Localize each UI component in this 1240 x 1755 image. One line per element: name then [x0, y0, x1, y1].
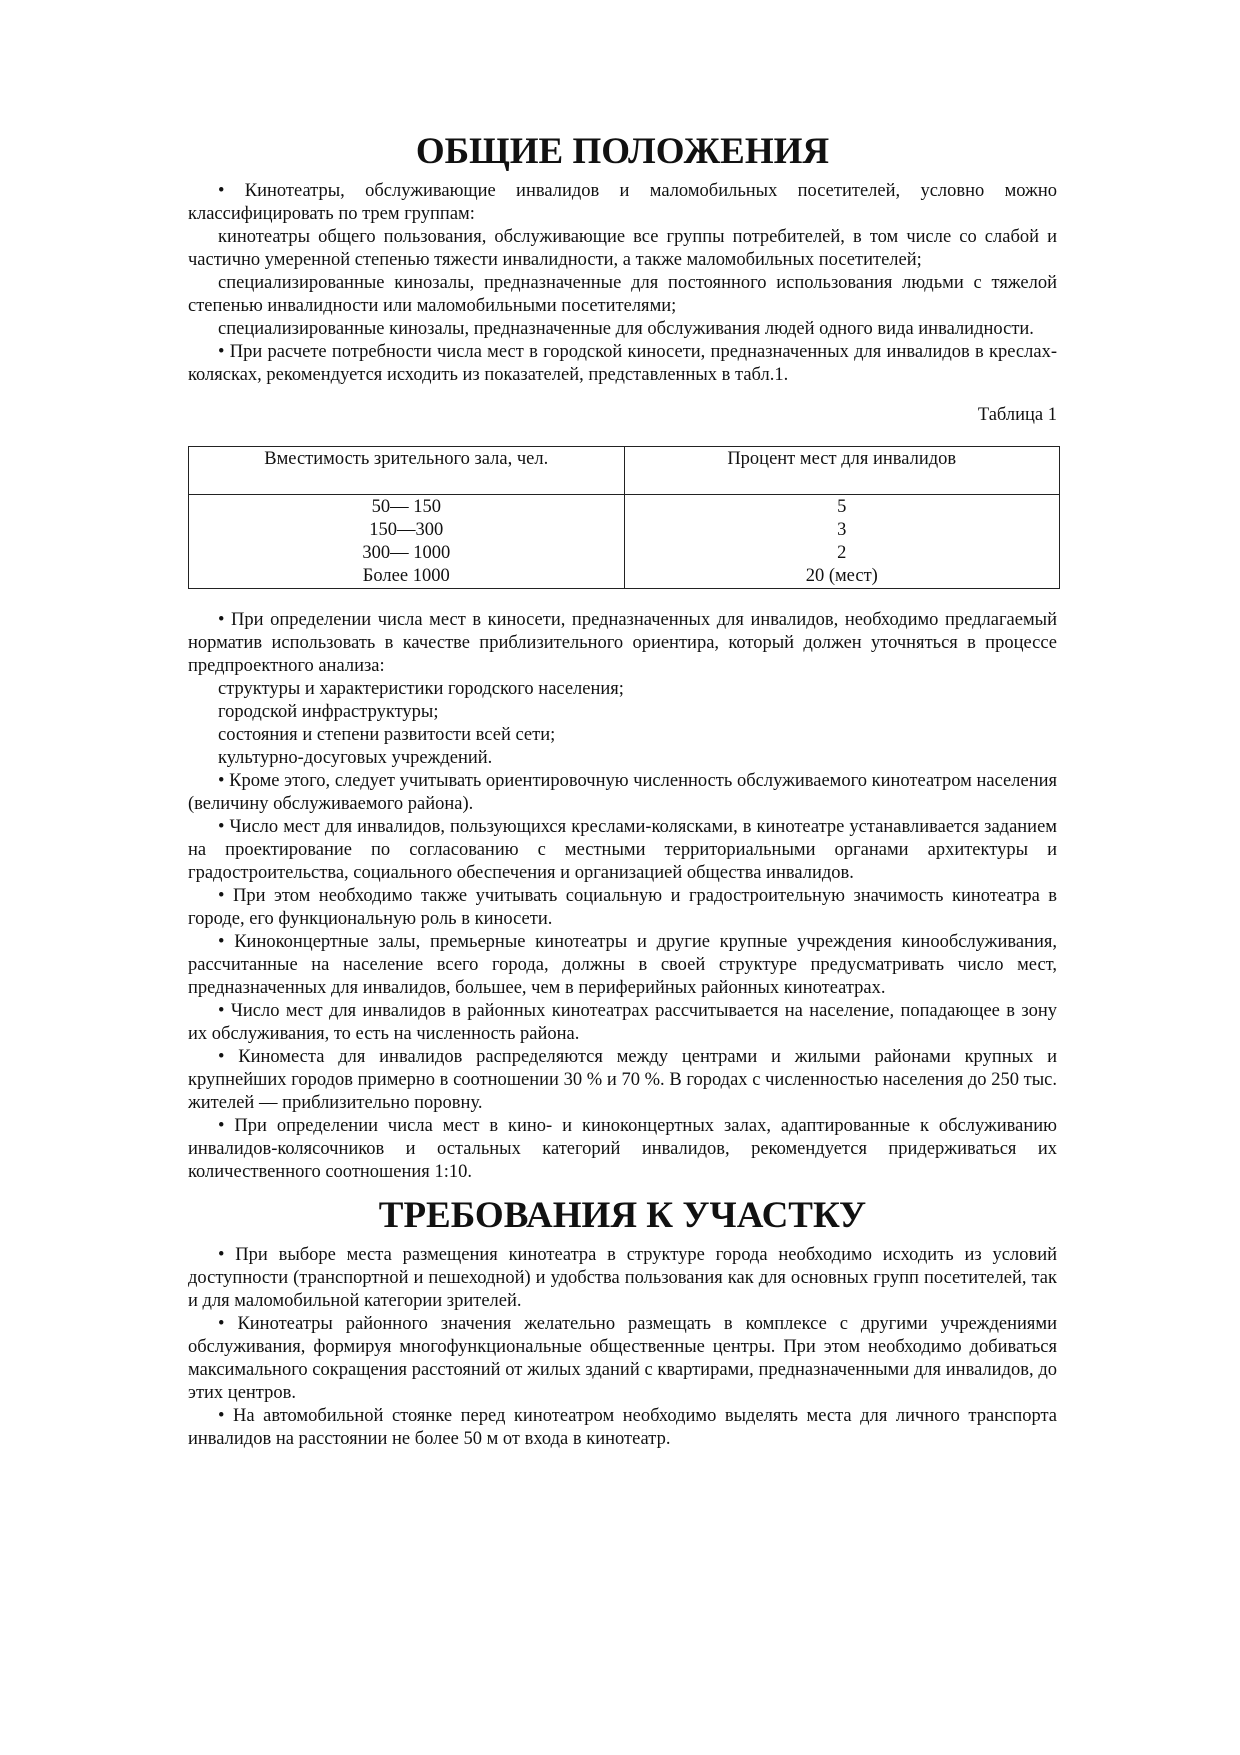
- capacity-value: 300— 1000: [362, 543, 451, 563]
- paragraph: • Киноконцертные залы, премьерные кинотеатры и другие крупные учреждения кинообслуживания, рассчитанные на население всего города, должны в своей структуре предусматривать число мест, предназначенных для инвалидов, большее, чем в периферийных районных кинотеатрах.: [188, 932, 1057, 998]
- capacity-value: 150—300: [369, 520, 444, 540]
- paragraph: • Число мест для инвалидов в районных кинотеатрах рассчитывается на население, попадающее в зону их обслуживания, то есть на численность района.: [188, 1001, 1057, 1044]
- percent-value: 3: [837, 520, 847, 540]
- paragraph: специализированные кинозалы, предназначенные для постоянного использования людьми с тяжелой степенью инвалидности или маломобильными посетителями;: [188, 273, 1057, 316]
- capacity-value: Более 1000: [362, 566, 450, 586]
- percent-value: 20 (мест): [805, 566, 878, 586]
- paragraph: • При расчете потребности числа мест в городской киносети, предназначенных для инвалидов в креслах-колясках, рекомендуется исходить из показателей, представленных в табл.1.: [188, 342, 1057, 385]
- table-header-capacity: Вместимость зрительного зала, чел.: [189, 447, 625, 495]
- percent-value: 2: [837, 543, 847, 563]
- list-item: городской инфраструктуры;: [218, 702, 439, 722]
- capacity-cell: [189, 495, 625, 589]
- paragraph: • Киноместа для инвалидов распределяются между центрами и жилыми районами крупных и крупнейших городов примерно в соотношении 30 % и 70 %. В городах с численностью населения до 250 тыс. жителей — приблизительно поровну.: [188, 1047, 1057, 1113]
- paragraph: специализированные кинозалы, предназначенные для обслуживания людей одного вида инвалидности.: [218, 319, 1034, 339]
- spacer: [188, 589, 1057, 609]
- list-item: состояния и степени развитости всей сети;: [218, 725, 556, 745]
- capacity-value: 50— 150: [371, 497, 441, 517]
- percent-value: 5: [837, 497, 847, 517]
- capacity-table: [188, 446, 1060, 589]
- paragraph: • При определении числа мест в кино- и киноконцертных залах, адаптированные к обслуживанию инвалидов-колясочников и остальных категорий инвалидов, рекомендуется придерживаться их количественного соотношения 1:10.: [188, 1116, 1057, 1182]
- paragraph: • При этом необходимо также учитывать социальную и градостроительную значимость кинотеатра в городе, его функциональную роль в киносети.: [188, 886, 1057, 929]
- percent-cell: [624, 495, 1060, 589]
- paragraph: • Кинотеатры, обслуживающие инвалидов и маломобильных посетителей, условно можно классифицировать по трем группам:: [188, 181, 1057, 224]
- table-header-row: [189, 447, 1060, 495]
- table-caption: Таблица 1: [977, 405, 1057, 425]
- list-item: структуры и характеристики городского населения;: [218, 679, 624, 699]
- paragraph: • На автомобильной стоянке перед кинотеатром необходимо выделять места для личного транспорта инвалидов на расстоянии не более 50 м от входа в кинотеатр.: [188, 1406, 1057, 1449]
- paragraph: • При выборе места размещения кинотеатра в структуре города необходимо исходить из условий доступности (транспортной и пешеходной) и удобства пользования как для основных групп посетителей, так и для маломобильной категории зрителей.: [188, 1245, 1057, 1311]
- list-item: культурно-досуговых учреждений.: [218, 748, 493, 768]
- table-row: [189, 495, 1060, 589]
- paragraph: • При определении числа мест в киносети, предназначенных для инвалидов, необходимо предлагаемый норматив использовать в качестве приблизительного ориентира, который должен уточняться в процессе предпроектного анализа:: [188, 610, 1057, 676]
- paragraph: • Кинотеатры районного значения желательно размещать в комплексе с другими учреждениями обслуживания, формируя многофункциональные общественные центры. При этом необходимо добиваться максимального сокращения расстояний от жилых зданий с квартирами, предназначенными для инвалидов, до этих центров.: [188, 1314, 1057, 1403]
- paragraph: • Кроме этого, следует учитывать ориентировочную численность обслуживаемого кинотеатром населения (величину обслуживаемого района).: [188, 771, 1057, 814]
- table-header-percent: Процент мест для инвалидов: [624, 447, 1060, 495]
- document-page: [188, 131, 1057, 1451]
- section-title-site-requirements: ТРЕБОВАНИЯ К УЧАСТКУ: [378, 1195, 867, 1236]
- paragraph: кинотеатры общего пользования, обслуживающие все группы потребителей, в том числе со слабой и частично умеренной степенью тяжести инвалидности, а также маломобильных посетителей;: [188, 227, 1057, 270]
- paragraph: • Число мест для инвалидов, пользующихся креслами-колясками, в кинотеатре устанавливается заданием на проектирование по согласованию с местными территориальными органами архитектуры и градостроительства, социального обеспечения и организацией общества инвалидов.: [188, 817, 1057, 883]
- section-title-general: ОБЩИЕ ПОЛОЖЕНИЯ: [415, 131, 830, 172]
